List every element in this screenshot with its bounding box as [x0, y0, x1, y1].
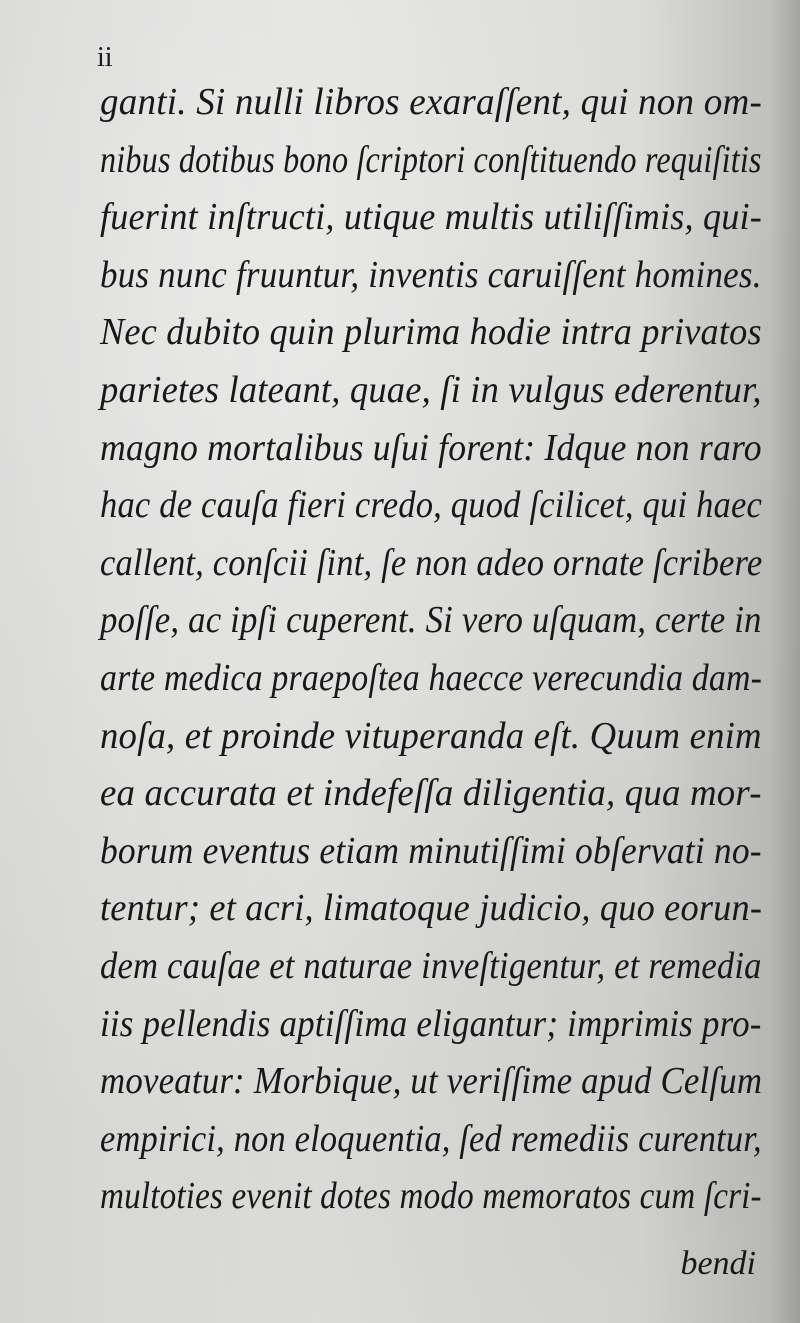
text-line: bus nunc fruuntur, inventis caruiſſent homines.	[100, 253, 762, 296]
text-line: Nec dubito quin plurima hodie intra privatos	[100, 311, 762, 354]
text-line: borum eventus etiam minutiſſimi obſervati no-	[100, 829, 762, 872]
text-line: noſa, et proinde vituperanda eſt. Quum enim	[100, 714, 762, 757]
text-line: nibus dotibus bono ſcriptori conſtituendo requiſitis	[100, 138, 762, 181]
text-line: fuerint inſtructi, utique multis utiliſſimis, qui-	[100, 196, 763, 239]
text-line: iis pellendis aptiſſima eligantur; imprimis pro-	[100, 1002, 762, 1045]
text-line: ea accurata et indefeſſa diligentia, qua mor-	[100, 772, 762, 815]
text-line: poſſe, ac ipſi cuperent. Si vero uſquam, certe in	[100, 599, 762, 642]
text-line: multoties evenit dotes modo memoratos cum ſcri-	[100, 1175, 762, 1218]
text-line: empirici, non eloquentia, ſed remediis curentur,	[100, 1117, 762, 1160]
text-line: dem cauſae et naturae inveſtigentur, et remedia	[100, 945, 762, 987]
text-line: ganti. Si nulli libros exaraſſent, qui non om-	[100, 81, 763, 123]
text-line: magno mortalibus uſui forent: Idque non raro	[100, 426, 762, 469]
text-line: hac de cauſa fieri credo, quod ſcilicet, qui haec	[100, 484, 763, 527]
text-line: parietes lateant, quae, ſi in vulgus ederentur,	[100, 369, 762, 411]
page-number: ii	[97, 42, 113, 73]
text-line: arte medica praepoſtea haecce verecundia dam-	[100, 657, 763, 699]
text-line: tentur; et acri, limatoque judicio, quo eorun-	[100, 887, 763, 930]
catchword: bendi	[680, 1245, 756, 1282]
text-line: callent, conſcii ſint, ſe non adeo ornate ſcribere	[100, 541, 763, 584]
page-edge-shadow	[770, 0, 800, 1323]
text-line: moveatur: Morbique, ut veriſſime apud Celſum	[100, 1060, 763, 1103]
